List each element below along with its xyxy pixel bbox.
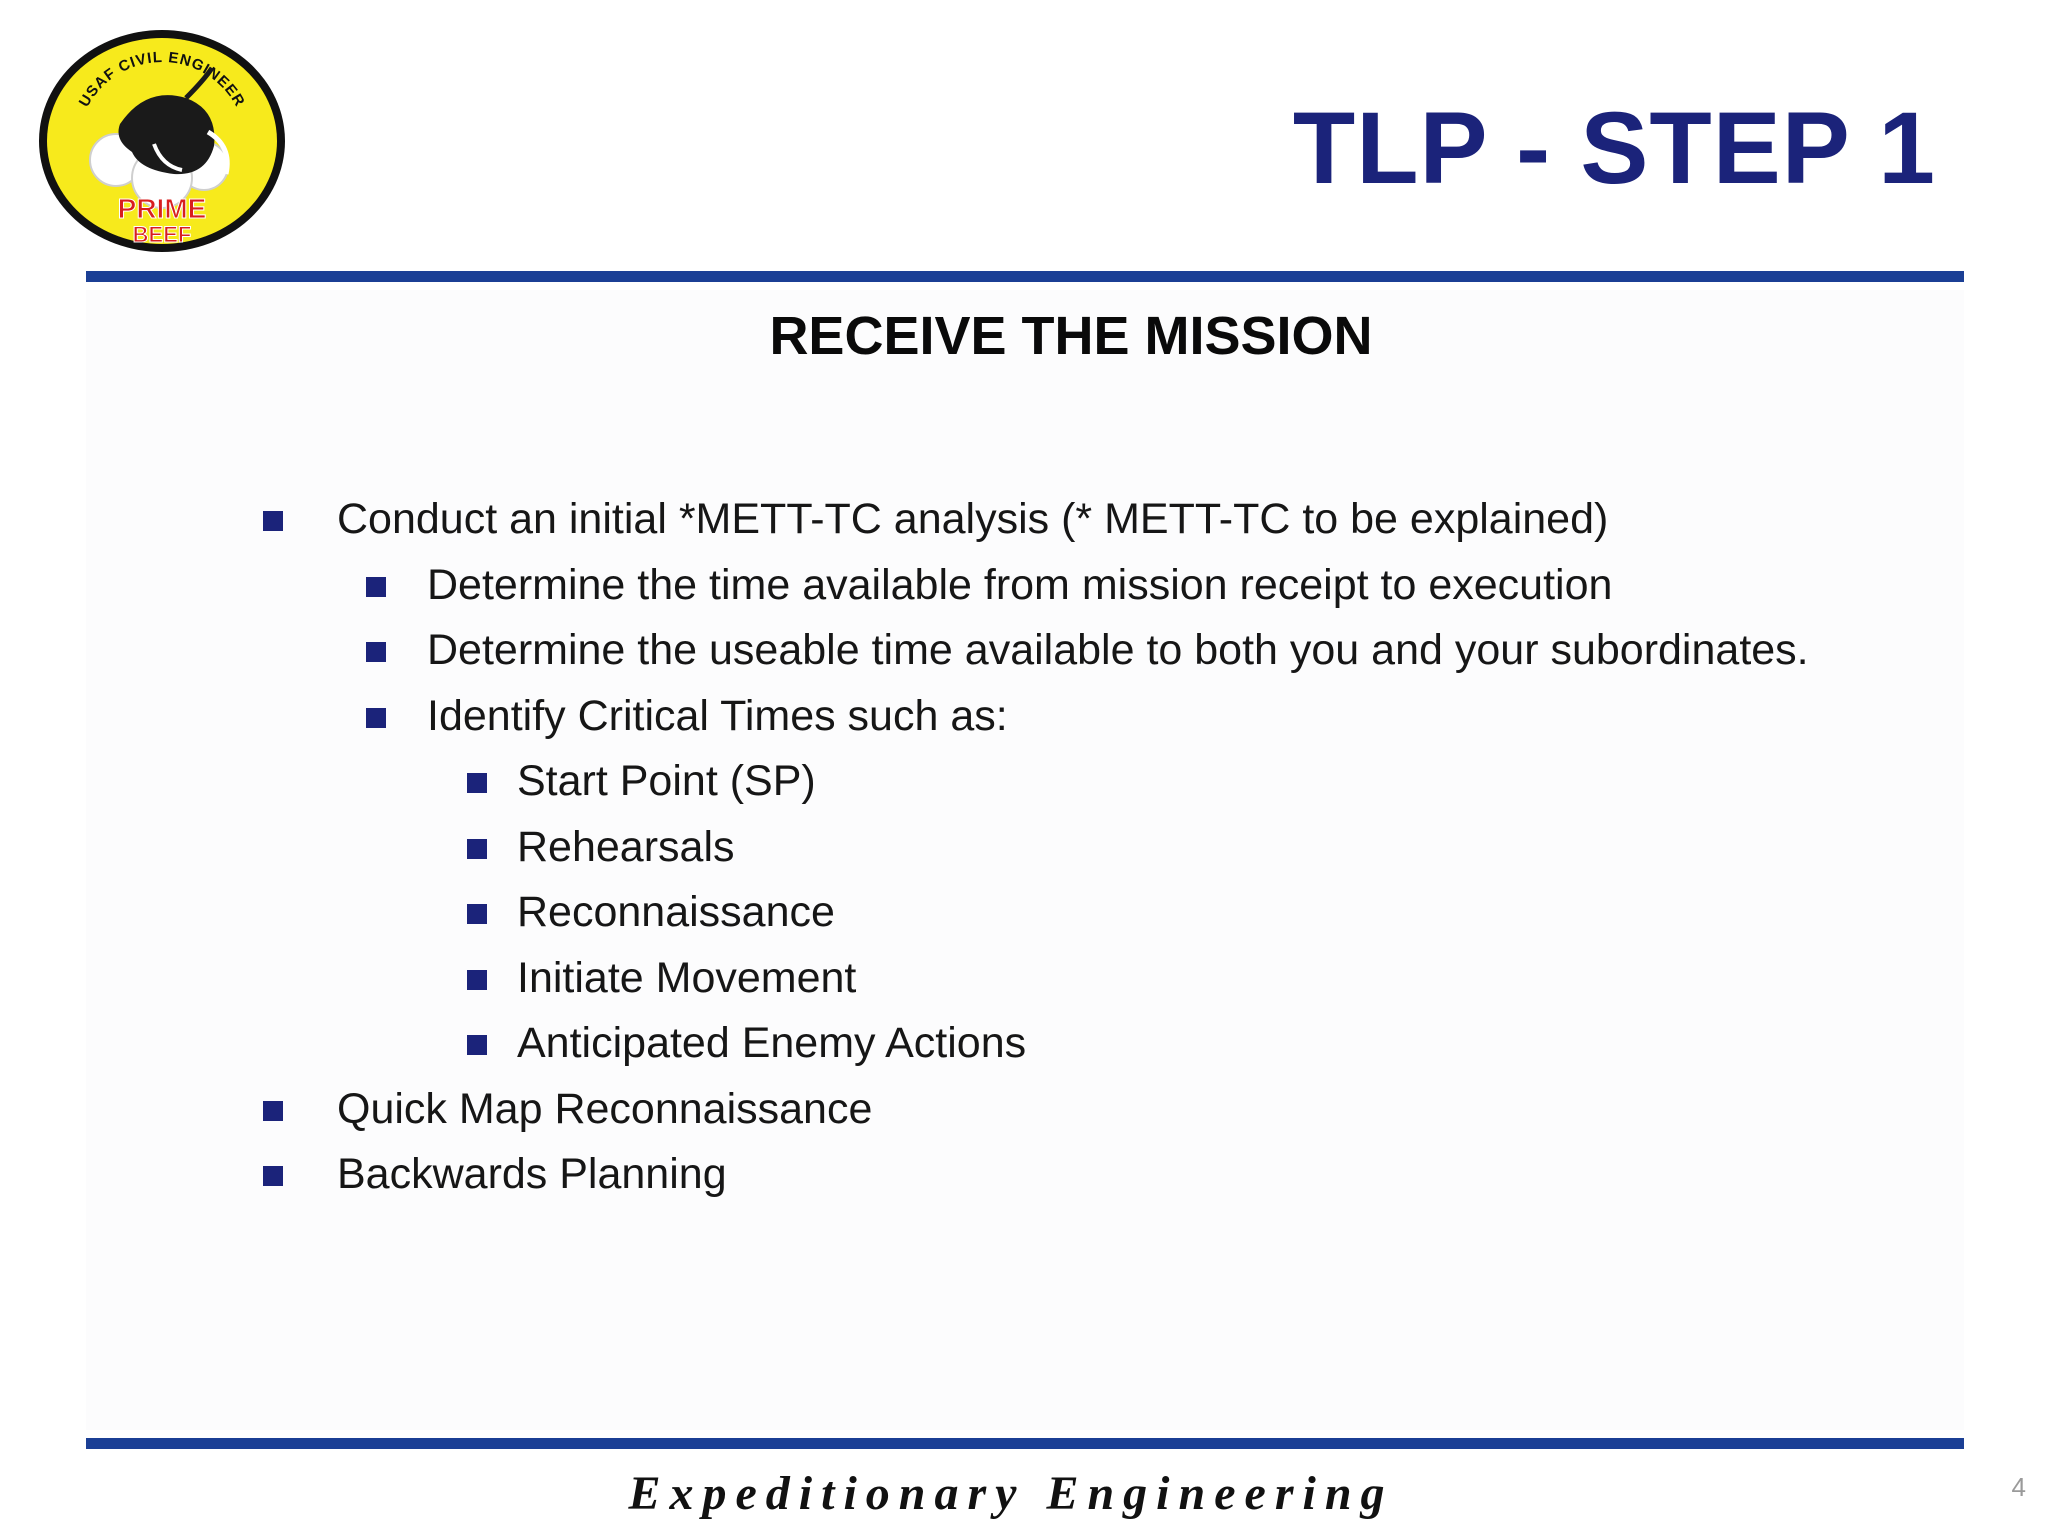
bullet-text: Backwards Planning: [337, 1150, 727, 1198]
logo-top-text: USAF CIVIL ENGINEER: [75, 48, 249, 110]
bullet-text: Conduct an initial *METT-TC analysis (* METT-TC to be explained): [337, 495, 1609, 543]
bullet-text: Anticipated Enemy Actions: [517, 1019, 1027, 1067]
square-bullet-icon: [467, 904, 487, 924]
bullet-text: Rehearsals: [517, 822, 735, 871]
page-number: 4: [2011, 1472, 2026, 1502]
bullet-text: Determine the time available from mission receipt to execution: [427, 560, 1613, 609]
square-bullet-icon: [467, 839, 487, 859]
square-bullet-icon: [467, 970, 487, 990]
square-bullet-icon: [366, 708, 386, 728]
bottom-divider: [86, 1438, 1964, 1449]
square-bullet-icon: [467, 1035, 487, 1055]
bullet-text: Start Point (SP): [517, 757, 816, 805]
square-bullet-icon: [467, 773, 487, 793]
bullet-text: Quick Map Reconnaissance: [337, 1084, 873, 1133]
bullet-text: Identify Critical Times such as:: [427, 691, 1008, 740]
square-bullet-icon: [263, 1101, 283, 1121]
square-bullet-icon: [263, 1166, 283, 1186]
content-panel: [86, 290, 1964, 1430]
bullet-text: Determine the useable time available to both you and your subordinates.: [427, 626, 1809, 674]
square-bullet-icon: [366, 577, 386, 597]
top-divider: [86, 271, 1964, 282]
logo-beef-text: BEEF: [132, 222, 192, 247]
prime-beef-logo-icon: [36, 28, 288, 254]
bullet-text: Initiate Movement: [517, 953, 857, 1002]
square-bullet-icon: [263, 511, 283, 531]
bullet-text: Reconnaissance: [517, 888, 835, 936]
slide-subtitle: RECEIVE THE MISSION: [769, 306, 1373, 366]
square-bullet-icon: [366, 642, 386, 662]
logo-prime-text: PRIME: [117, 193, 207, 224]
slide-title: TLP - STEP 1: [1292, 91, 1936, 205]
slide-footer: Expeditionary Engineering: [628, 1467, 1394, 1520]
